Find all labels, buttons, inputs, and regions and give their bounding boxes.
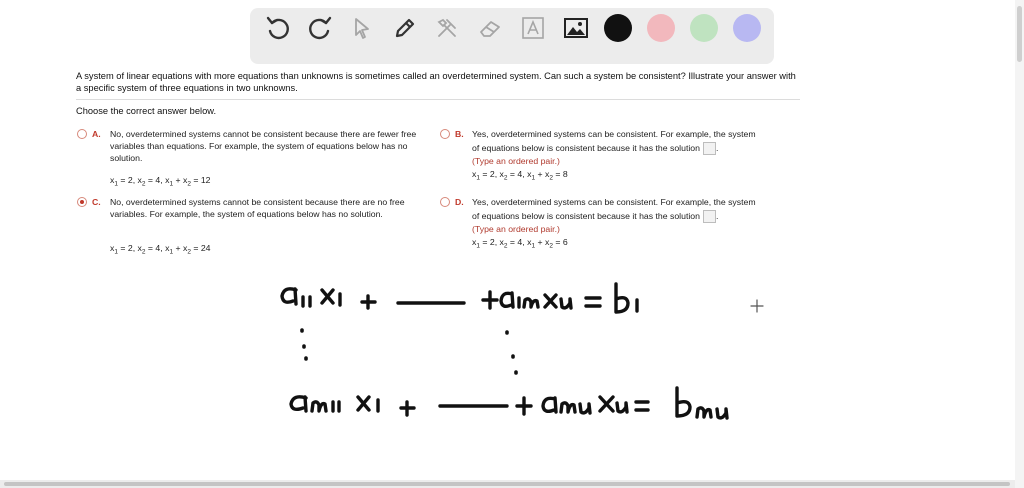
option-d-radio[interactable] — [440, 197, 450, 207]
question-text: A system of linear equations with more equations than unknowns is sometimes called an overdetermined system. Can such a system be consistent? Illustrate your answer with a specific system of three equations in two unknowns. — [76, 71, 796, 93]
option-d-hint: (Type an ordered pair.) — [472, 224, 560, 234]
option-c-text: No, overdetermined systems cannot be consistent because there are no free variables. For example, the system of equations below has no solution. — [110, 197, 405, 219]
color-swatch-black[interactable] — [604, 14, 632, 42]
divider — [76, 99, 800, 100]
option-d-answer-box[interactable] — [703, 210, 716, 223]
option-d-text-line2: of equations below is consistent because it has the solution . — [472, 210, 718, 223]
option-b-text-line2: of equations below is consistent because it has the solution . — [472, 142, 718, 155]
option-d-label: D. — [455, 197, 464, 207]
eraser-icon[interactable] — [474, 12, 506, 44]
handwriting-vertical-dots — [302, 330, 516, 373]
tools-icon[interactable] — [431, 12, 463, 44]
option-b-text-line1: Yes, overdetermined systems can be consistent. For example, the system — [472, 129, 756, 139]
handwriting-row-2 — [291, 388, 727, 418]
option-c-equation: $x_1 = 2$, $x_2 = 4$, $x_1 + x_2 = 24$ — [110, 243, 211, 256]
vertical-scroll-thumb[interactable] — [1017, 6, 1022, 62]
option-b-answer-box[interactable] — [703, 142, 716, 155]
pointer-icon[interactable] — [346, 12, 378, 44]
text-icon[interactable] — [517, 12, 549, 44]
option-a-radio[interactable] — [77, 129, 87, 139]
option-b-equation: $x_1 = 2$, $x_2 = 4$, $x_1 + x_2 = 8$ — [472, 169, 568, 182]
option-a-label: A. — [92, 129, 101, 139]
pen-icon[interactable] — [389, 12, 421, 44]
option-d-equation: $x_1 = 2$, $x_2 = 4$, $x_1 + x_2 = 6$ — [472, 237, 568, 250]
option-c-label: C. — [92, 197, 101, 207]
horizontal-scroll-thumb[interactable] — [4, 482, 1010, 486]
handwriting-row1-left — [0, 0, 1, 1]
answer-prompt: Choose the correct answer below. — [76, 106, 217, 116]
undo-icon[interactable] — [262, 12, 294, 44]
redo-icon[interactable] — [304, 12, 336, 44]
option-b-radio[interactable] — [440, 129, 450, 139]
vertical-scrollbar[interactable] — [1015, 0, 1024, 488]
option-a-text: No, overdetermined systems cannot be consistent because there are fewer free variables than equations. For example, the system of equations below has no solution. — [110, 129, 417, 163]
color-swatch-pink[interactable] — [647, 14, 675, 42]
option-c-radio[interactable] — [77, 197, 87, 207]
option-a-equation: $x_1 = 2$, $x_2 = 4$, $x_1 + x_2 = 12$ — [110, 175, 211, 188]
handwriting-row-1 — [282, 284, 637, 312]
handwritten-equations — [0, 270, 1015, 470]
option-b-label: B. — [455, 129, 464, 139]
option-b-hint: (Type an ordered pair.) — [472, 156, 560, 166]
color-swatch-green[interactable] — [690, 14, 718, 42]
option-d-text-line1: Yes, overdetermined systems can be consistent. For example, the system — [472, 197, 756, 207]
image-icon[interactable] — [560, 12, 592, 44]
color-swatch-purple[interactable] — [733, 14, 761, 42]
